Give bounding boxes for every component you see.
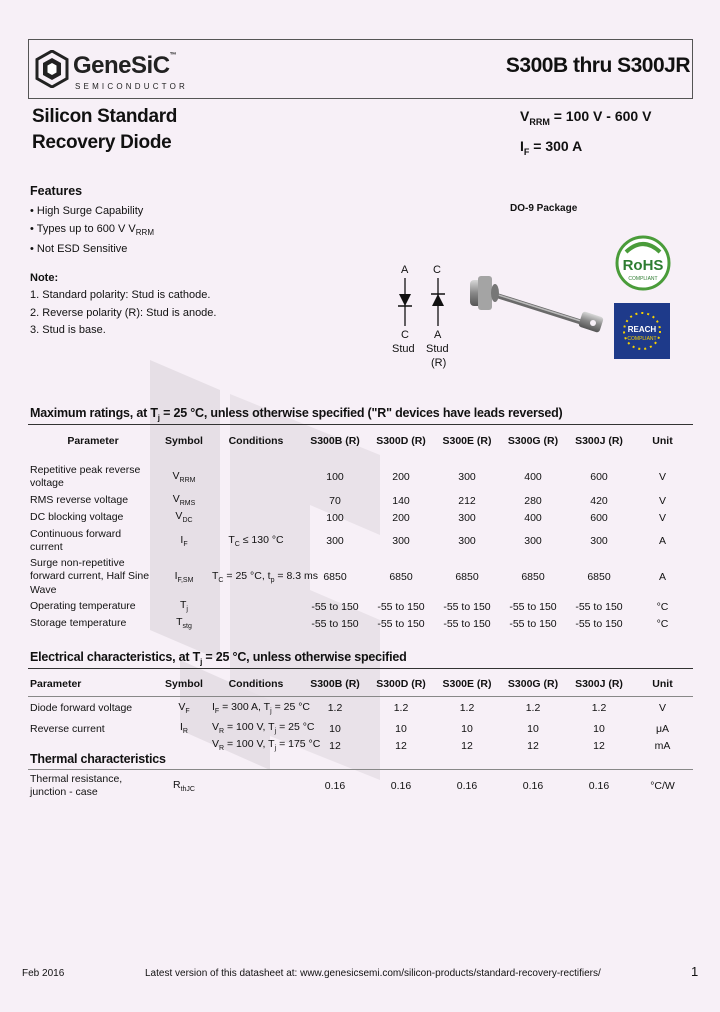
divider — [28, 424, 693, 425]
feature-item: • High Surge Capability — [30, 205, 144, 217]
stud-label: Stud — [392, 343, 415, 355]
cathode-label: C — [433, 264, 441, 276]
feature-item: • Types up to 600 V $V_{RRM}$ — [30, 222, 154, 237]
if-spec: $I_F = 300$ A — [520, 137, 583, 157]
electrical-table — [28, 672, 693, 754]
electrical-heading: Electrical characteristics, at $T_j = 25$ °C, unless otherwise specified — [30, 650, 407, 667]
col-s300g: S300G (R) — [507, 435, 559, 447]
col-unit: Unit — [652, 435, 673, 447]
feature-item: • Not ESD Sensitive — [30, 243, 128, 256]
rohs-compliant-icon — [614, 234, 672, 292]
col-conditions: Conditions — [228, 435, 284, 447]
table-row: Operating temperature $T_j$ -55 to 150 -55 to 150 -55 to 150 -55 to 150 -55 to 150 °C — [30, 599, 669, 614]
col-symbol: Symbol — [165, 677, 203, 690]
col-parameter: Parameter — [67, 435, 119, 447]
notes-section — [30, 270, 216, 340]
col-s300b: S300B (R) — [310, 435, 360, 447]
company-subtitle: SEMICONDUCTOR — [75, 82, 189, 91]
reach-compliant-icon — [614, 303, 670, 359]
footer-date: Feb 2016 — [22, 968, 65, 979]
vrrm-spec: $V_{RRM} = 100$ V - 600 V — [520, 108, 652, 127]
anode-label: A — [434, 329, 442, 341]
key-specs — [520, 104, 651, 164]
genesic-hexagon-icon — [35, 50, 69, 88]
table-header-row — [28, 428, 693, 454]
datasheet-link[interactable]: Latest version of this datasheet at: www.genesicsemi.com/silicon-products/standard-recovery-rectifiers/ — [145, 968, 601, 979]
col-s300e: S300E (R) — [442, 435, 492, 447]
svg-text:COMPLIANT: COMPLIANT — [627, 336, 657, 342]
cathode-label: C — [401, 329, 409, 341]
col-s300d: S300D (R) — [376, 435, 426, 447]
col-s300j: S300J (R) — [575, 435, 623, 447]
table-row: RMS reverse voltage $V_{RMS}$ 70 140 212 280 420 V — [30, 493, 666, 508]
col-conditions: Conditions — [228, 677, 284, 690]
stud-label: Stud — [426, 343, 449, 355]
thermal-heading: Thermal characteristics — [30, 752, 166, 766]
company-name: GeneSiC™ — [73, 52, 177, 79]
col-s300e: S300E (R) — [442, 677, 492, 690]
table-row: Reverse current $I_R$ $V_R = 100$ V, $T_j = 25$ °C 10 10 10 10 10 μA — [30, 721, 670, 736]
col-s300j: S300J (R) — [575, 677, 623, 690]
svg-text:RoHS: RoHS — [622, 257, 664, 274]
table-row: Diode forward voltage $V_F$ $I_F = 300$ A, $T_j = 25$ °C 1.2 1.2 1.2 1.2 1.2 V — [28, 696, 693, 720]
features-section — [30, 184, 154, 259]
max-ratings-table — [28, 428, 693, 632]
max-ratings-heading: Maximum ratings, at $T_j = 25$ °C, unless otherwise specified ("R" devices have leads reversed) — [30, 406, 563, 423]
reverse-label: (R) — [431, 357, 447, 369]
table-row: Repetitive peak reverse voltage $V_{RRM}$ 100 200 300 400 600 V — [30, 463, 666, 489]
page-number: 1 — [691, 964, 699, 979]
table-row: $V_R = 100$ V, $T_j = 175$ °C 12 12 12 12 12 mA — [212, 738, 671, 753]
col-symbol: Symbol — [165, 435, 203, 447]
diode-package-image — [462, 266, 612, 346]
table-row: Thermal resistance, junction - case $R_{thJC}$ 0.16 0.16 0.16 0.16 0.16 °C/W — [30, 772, 675, 798]
col-unit: Unit — [652, 677, 673, 690]
header-box — [28, 39, 693, 99]
svg-text:COMPLIANT: COMPLIANT — [628, 276, 658, 282]
col-parameter: Parameter — [30, 677, 82, 690]
note-item: 3. Stud is base. — [30, 324, 106, 336]
notes-heading: Note: — [30, 272, 59, 284]
table-row: Continuous forward current $I_F$ $T_C \le 130$ °C 300 300 300 300 300 A — [30, 527, 666, 553]
svg-text:REACH: REACH — [627, 325, 657, 334]
divider — [28, 769, 693, 770]
anode-label: A — [401, 264, 409, 276]
thermal-table — [28, 771, 693, 801]
table-header-row — [28, 672, 693, 696]
note-item: 1. Standard polarity: Stud is cathode. — [30, 289, 211, 301]
col-s300g: S300G (R) — [507, 677, 559, 690]
package-label: DO-9 Package — [510, 203, 578, 214]
part-number-range: S300B thru S300JR — [505, 54, 690, 77]
product-title: Silicon Standard Recovery Diode — [32, 106, 178, 153]
note-item: 2. Reverse polarity (R): Stud is anode. — [30, 306, 217, 319]
company-logo — [35, 48, 235, 94]
diode-symbols — [388, 262, 468, 372]
divider — [28, 668, 693, 669]
col-s300b: S300B (R) — [310, 677, 360, 690]
table-row: Surge non-repetitive forward current, Half Sine Wave $I_{F,SM}$ $T_C = 25$ °C, $t_p = 8.3$ ms 6850 6850 6850 6850 6850 A — [30, 556, 666, 596]
table-row: Storage temperature $T_{stg}$ -55 to 150 -55 to 150 -55 to 150 -55 to 150 -55 to 150 °C — [30, 616, 669, 631]
table-row: DC blocking voltage $V_{DC}$ 100 200 300 400 600 V — [30, 510, 666, 525]
diode-symbol-icon — [388, 278, 468, 338]
col-s300d: S300D (R) — [376, 677, 426, 690]
features-heading: Features — [30, 184, 83, 198]
